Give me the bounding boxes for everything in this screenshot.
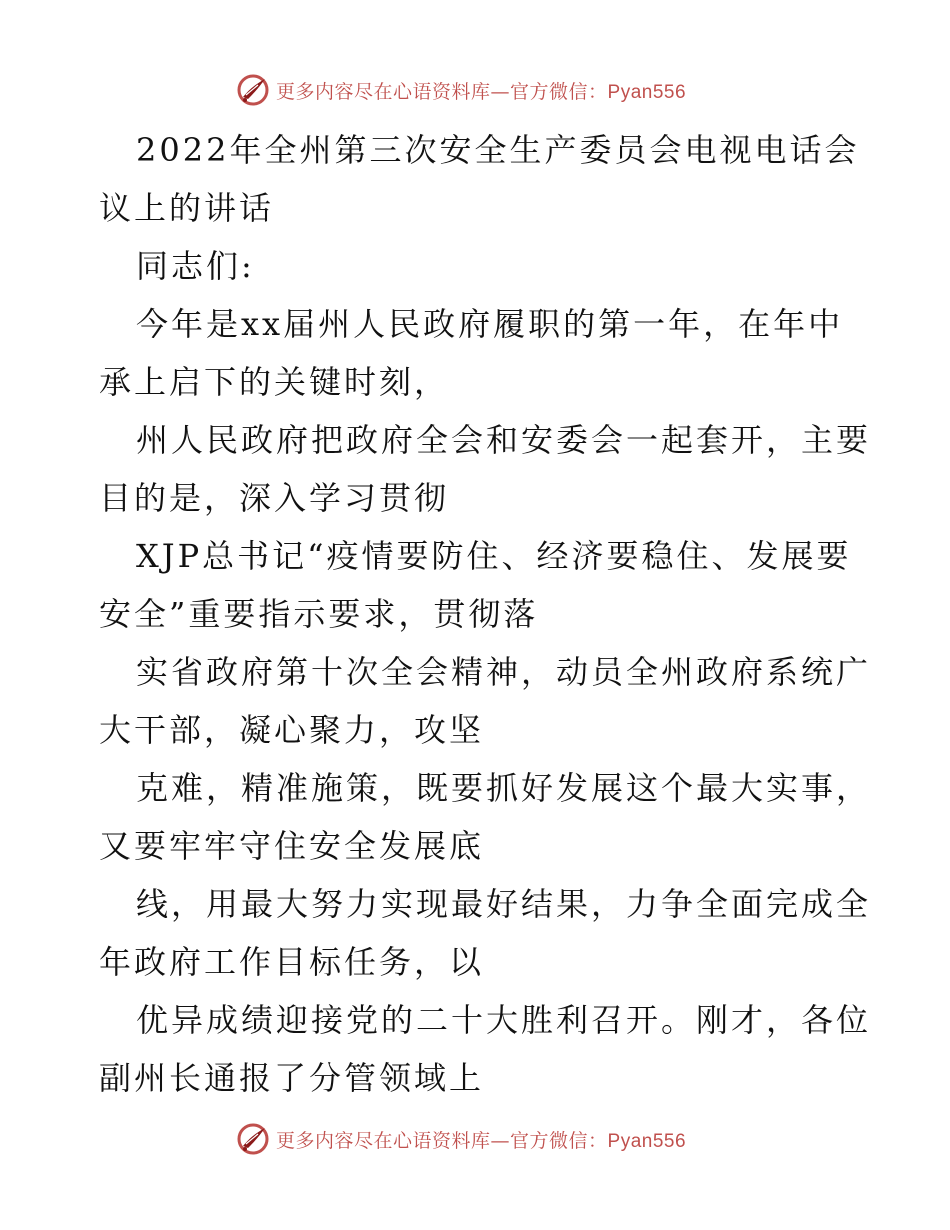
footer-banner-wechat-label: 官方微信： — [510, 1129, 608, 1152]
paragraph-line: XJP总书记“疫情要防住、经济要稳住、发展要 — [136, 537, 852, 575]
title-line-1: 2022年全州第三次安全生产委员会电视电话会 — [136, 131, 860, 169]
paragraph-line: 安全”重要指示要求，贯彻落 — [99, 595, 539, 633]
header-banner-separator: — — [490, 80, 511, 103]
quill-seal-icon — [236, 1122, 270, 1156]
paragraph-line: 大干部，凝心聚力，攻坚 — [99, 711, 485, 749]
paragraph-line: 线，用最大努力实现最好结果，力争全面完成全 — [136, 885, 872, 923]
footer-watermark-banner — [236, 1121, 716, 1157]
footer-banner-text — [276, 1126, 686, 1153]
header-banner-text — [276, 77, 686, 104]
header-watermark-banner — [236, 72, 716, 108]
header-banner-wechat-id: Pyan556 — [607, 81, 687, 103]
header-banner-title: 更多内容尽在心语资料库 — [276, 80, 491, 103]
header-banner-wechat-label: 官方微信： — [510, 80, 608, 103]
title-line-2: 议上的讲话 — [99, 189, 275, 227]
footer-banner-wechat-id: Pyan556 — [607, 1130, 687, 1152]
paragraph-line: 承上启下的关键时刻， — [99, 363, 450, 401]
paragraph-line: 年政府工作目标任务，以 — [99, 943, 485, 981]
quill-seal-icon — [236, 73, 270, 107]
paragraph-line: 副州长通报了分管领域上 — [99, 1059, 485, 1097]
paragraph-line: 克难，精准施策，既要抓好发展这个最大实事， — [136, 769, 872, 807]
paragraph-line: 又要牢牢守住安全发展底 — [99, 827, 485, 865]
document-body — [99, 121, 872, 1107]
footer-banner-separator: — — [490, 1129, 511, 1152]
paragraph-line: 目的是，深入学习贯彻 — [99, 479, 450, 517]
salutation: 同志们: — [136, 247, 255, 285]
paragraph-line: 优异成绩迎接党的二十大胜利召开。刚才，各位 — [136, 1001, 872, 1039]
paragraph-line: 实省政府第十次全会精神，动员全州政府系统广 — [136, 653, 872, 691]
paragraph-line: 今年是xx届州人民政府履职的第一年，在年中 — [136, 305, 844, 343]
footer-banner-title: 更多内容尽在心语资料库 — [276, 1129, 491, 1152]
paragraph-line: 州人民政府把政府全会和安委会一起套开，主要 — [136, 421, 872, 459]
